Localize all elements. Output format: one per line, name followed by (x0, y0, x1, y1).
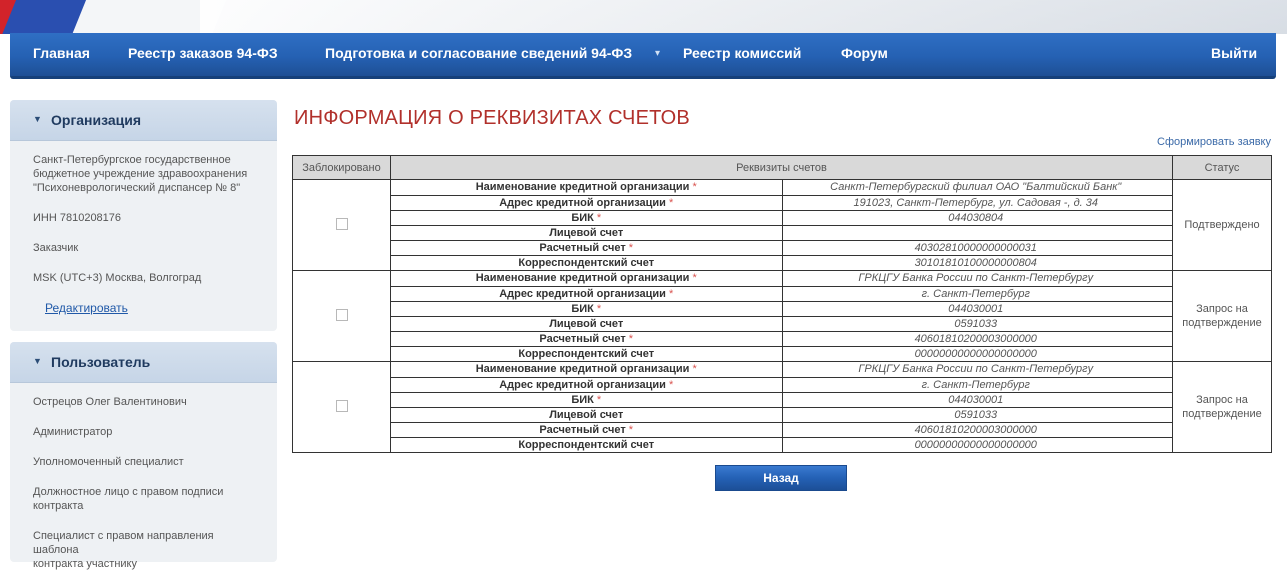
column-header-status: Статус (1173, 156, 1272, 180)
label-bik: БИК * (391, 392, 782, 407)
label-correspondent-account: Корреспондентский счет (391, 437, 782, 452)
organization-inn: ИНН 7810208176 (33, 212, 122, 224)
chevron-down-icon: ▼ (33, 356, 42, 366)
header-banner (0, 0, 1287, 34)
value-personal-account: 0591033 (782, 316, 1172, 331)
table-header-row (293, 156, 1272, 180)
status-text: Подтверждено (1184, 219, 1260, 231)
value-bank-address: 191023, Санкт-Петербург, ул. Садовая -, д. 34 (782, 195, 1172, 210)
column-header-blocked: Заблокировано (293, 156, 391, 180)
logout-link[interactable]: Выйти (1211, 45, 1258, 61)
label-bik: БИК * (391, 301, 782, 316)
value-correspondent-account: 30101810100000000804 (914, 256, 1037, 269)
organization-panel-header[interactable] (10, 100, 277, 141)
blocked-checkbox[interactable] (336, 400, 348, 412)
user-role: Администратор (33, 426, 113, 438)
organization-panel (10, 100, 277, 331)
organization-role: Заказчик (33, 242, 79, 254)
label-personal-account: Лицевой счет (391, 407, 782, 422)
user-panel (10, 342, 277, 570)
label-correspondent-account: Корреспондентский счет (391, 346, 782, 361)
chevron-down-icon[interactable]: ▾ (655, 48, 661, 59)
back-button[interactable]: Назад (715, 465, 847, 491)
value-bank-address: г. Санкт-Петербург (782, 377, 1172, 392)
form-request-link[interactable]: Сформировать заявку (1157, 136, 1271, 148)
table-row (293, 271, 1272, 362)
chevron-down-icon: ▼ (33, 114, 42, 124)
page-title: ИНФОРМАЦИЯ О РЕКВИЗИТАХ СЧЕТОВ (294, 107, 690, 129)
label-settlement-account: Расчетный счет * (391, 422, 782, 437)
value-bik: 044030001 (782, 301, 1172, 316)
label-correspondent-account: Корреспондентский счет (391, 255, 782, 270)
label-personal-account: Лицевой счет (391, 225, 782, 240)
column-header-details: Реквизиты счетов (391, 156, 1173, 180)
user-panel-header[interactable] (10, 342, 277, 383)
label-settlement-account: Расчетный счет * (391, 331, 782, 346)
value-personal-account (782, 225, 1172, 240)
table-row (293, 362, 1272, 453)
user-role: Специалист с правом направления шаблона контракта участнику (33, 530, 214, 570)
value-settlement-account: 40601810200003000000 (782, 331, 1172, 346)
value-bik: 044030804 (782, 210, 1172, 225)
status-text: Запрос на подтверждение (1182, 394, 1262, 420)
blocked-checkbox[interactable] (336, 218, 348, 230)
value-personal-account: 0591033 (782, 407, 1172, 422)
user-name: Острецов Олег Валентинович (33, 396, 187, 408)
label-bank-name: Наименование кредитной организации * (391, 362, 782, 377)
organization-timezone: MSK (UTC+3) Москва, Волгоград (33, 272, 202, 284)
status-text: Запрос на подтверждение (1182, 303, 1262, 329)
nav-orders-registry[interactable]: Реестр заказов 94-ФЗ (128, 45, 278, 61)
value-bik: 044030001 (782, 392, 1172, 407)
table-row (293, 180, 1272, 271)
accounts-table (292, 155, 1272, 453)
edit-organization-link[interactable]: Редактировать (45, 301, 128, 315)
value-correspondent-account: 00000000000000000000 (914, 347, 1037, 360)
main-nav (10, 33, 1276, 79)
label-bank-name: Наименование кредитной организации * (391, 271, 782, 286)
value-settlement-account: 40601810200003000000 (782, 422, 1172, 437)
user-role: Уполномоченный специалист (33, 456, 184, 468)
value-bank-name: Санкт-Петербургский филиал ОАО "Балтийский Банк" (782, 180, 1172, 195)
nav-preparation[interactable]: Подготовка и согласование сведений 94-ФЗ (325, 45, 633, 61)
label-bank-address: Адрес кредитной организации * (391, 195, 782, 210)
nav-home[interactable]: Главная (33, 45, 90, 61)
value-bank-name: ГРКЦГУ Банка России по Санкт-Петербургу (782, 362, 1172, 377)
nav-commissions-registry[interactable]: Реестр комиссий (683, 45, 802, 61)
organization-title: Организация (51, 112, 142, 128)
flag-graphic (0, 0, 228, 34)
label-personal-account: Лицевой счет (391, 316, 782, 331)
label-bank-name: Наименование кредитной организации * (391, 180, 782, 195)
nav-forum[interactable]: Форум (841, 45, 888, 61)
user-role: Должностное лицо с правом подписи контракта (33, 486, 224, 512)
label-settlement-account: Расчетный счет * (391, 240, 782, 255)
organization-name: Санкт-Петербургское государственное бюджетное учреждение здравоохранения "Психоневрологический диспансер № 8" (33, 154, 248, 194)
value-correspondent-account: 00000000000000000000 (914, 438, 1037, 451)
label-bik: БИК * (391, 210, 782, 225)
value-settlement-account: 40302810000000000031 (782, 240, 1172, 255)
blocked-checkbox[interactable] (336, 309, 348, 321)
value-bank-address: г. Санкт-Петербург (782, 286, 1172, 301)
label-bank-address: Адрес кредитной организации * (391, 377, 782, 392)
user-title: Пользователь (51, 354, 151, 370)
value-bank-name: ГРКЦГУ Банка России по Санкт-Петербургу (782, 271, 1172, 286)
label-bank-address: Адрес кредитной организации * (391, 286, 782, 301)
